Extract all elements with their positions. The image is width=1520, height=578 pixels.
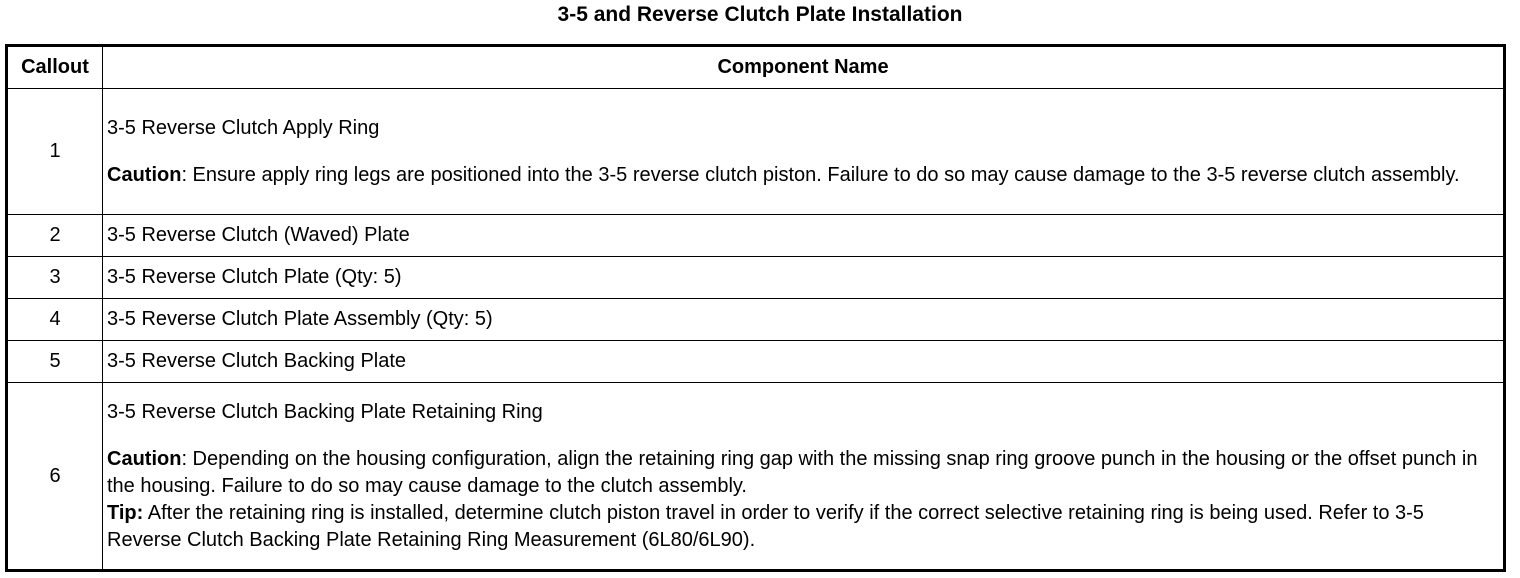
component-name: 3-5 Reverse Clutch Apply Ring — [107, 116, 380, 139]
table-header-row — [7, 46, 1505, 89]
caution-note — [107, 446, 1499, 500]
tip-note — [107, 500, 1499, 554]
component-cell — [103, 89, 1505, 215]
caution-label: Caution — [107, 447, 182, 470]
callout-cell: 5 — [7, 341, 103, 383]
table-row — [7, 257, 1505, 299]
caution-label: Caution — [107, 163, 182, 186]
caution-text: : Ensure apply ring legs are positioned into the 3-5 reverse clutch piston. Failure to do so may cause damage to the 3-5 reverse clutch assembly. — [181, 163, 1460, 186]
tip-text: After the retaining ring is installed, determine clutch piston travel in order to verify if the correct selective retaining ring is being used. Refer to 3-5 Reverse Clutch Backing Plate Retaining Ring Measurement (6L80/6L90). — [107, 501, 1424, 551]
callout-cell: 2 — [7, 215, 103, 257]
callout-header: Callout — [7, 46, 103, 89]
table-row — [7, 215, 1505, 257]
table-row — [7, 299, 1505, 341]
table-row — [7, 383, 1505, 571]
callout-cell: 1 — [7, 89, 103, 215]
component-name: 3-5 Reverse Clutch Backing Plate Retaining Ring — [107, 400, 543, 423]
component-cell — [103, 383, 1505, 571]
component-table — [5, 44, 1506, 572]
table-row — [7, 89, 1505, 215]
table-row — [7, 341, 1505, 383]
component-name: 3-5 Reverse Clutch Plate Assembly (Qty: 5) — [103, 299, 1505, 341]
component-name: 3-5 Reverse Clutch (Waved) Plate — [103, 215, 1505, 257]
callout-cell: 6 — [7, 383, 103, 571]
page-title: 3-5 and Reverse Clutch Plate Installation — [557, 3, 963, 26]
callout-cell: 3 — [7, 257, 103, 299]
tip-label: Tip: — [107, 501, 144, 524]
caution-note — [107, 162, 1499, 189]
callout-cell: 4 — [7, 299, 103, 341]
caution-text: : Depending on the housing configuration, align the retaining ring gap with the missing snap ring groove punch in the housing or the offset punch in the housing. Failure to do so may cause damage to the clutch assembly. — [107, 447, 1478, 497]
component-name: 3-5 Reverse Clutch Backing Plate — [103, 341, 1505, 383]
component-name: 3-5 Reverse Clutch Plate (Qty: 5) — [103, 257, 1505, 299]
component-name-header: Component Name — [103, 46, 1505, 89]
